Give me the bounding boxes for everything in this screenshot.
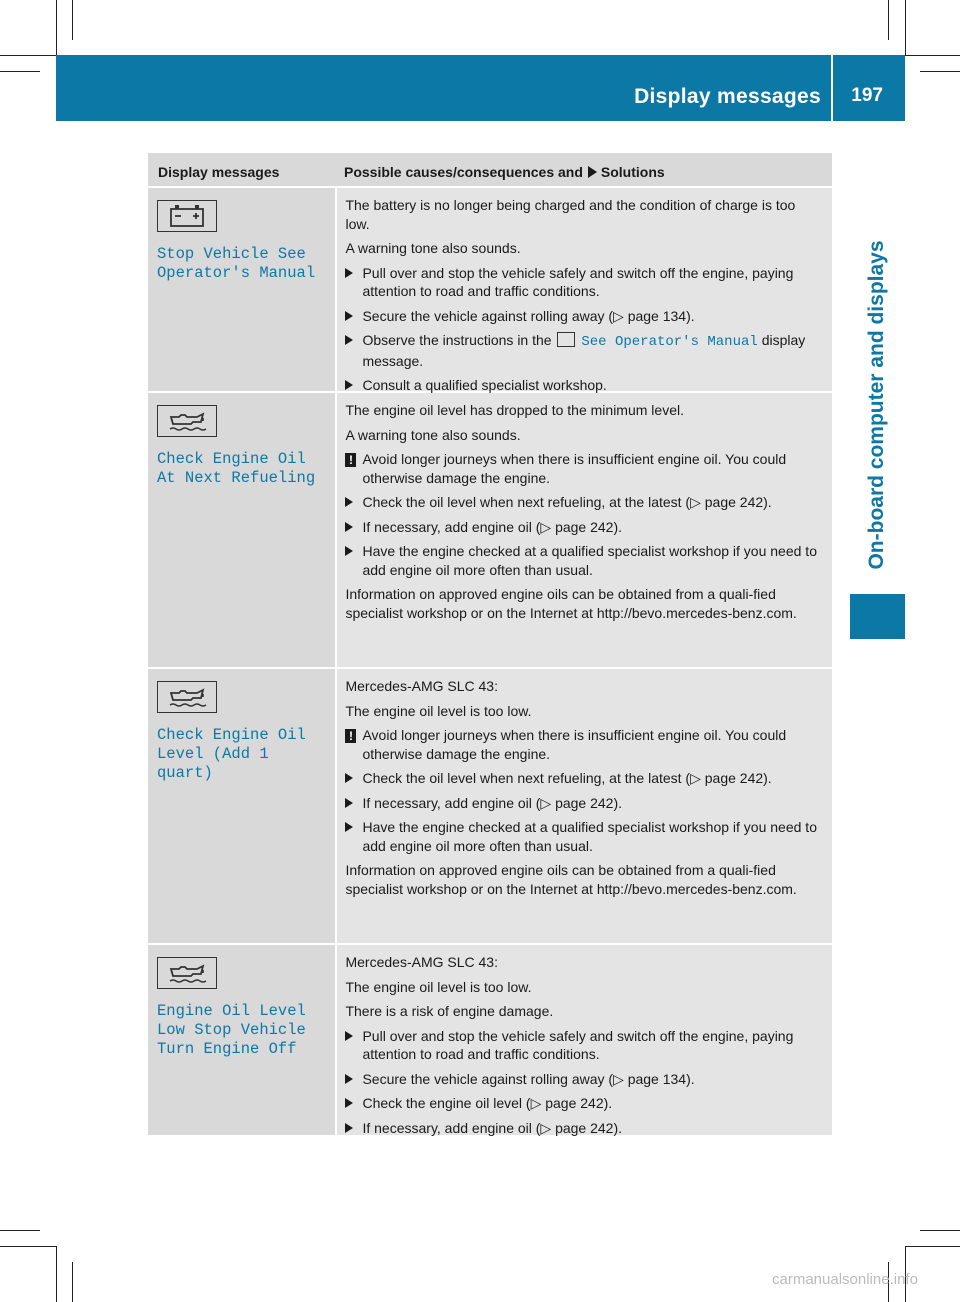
crop-mark bbox=[56, 0, 57, 55]
header-divider bbox=[831, 55, 833, 121]
crop-mark bbox=[72, 0, 73, 40]
solution-step: Pull over and stop the vehicle safely and switch off the engine, paying attention to road and traffic conditions. bbox=[345, 264, 822, 301]
cause-text: The engine oil level has dropped to the minimum level. bbox=[345, 402, 684, 418]
table-row bbox=[148, 667, 832, 943]
col-header-solutions-prefix: Possible causes/consequences and bbox=[344, 164, 583, 180]
arrow-icon bbox=[345, 1031, 353, 1041]
crop-mark bbox=[0, 55, 56, 56]
display-message-text: Check Engine Oil Level (Add 1 quart) bbox=[157, 726, 306, 782]
solution-step: If necessary, add engine oil (▷ page 242). bbox=[345, 518, 822, 537]
solution-step: Check the oil level when next refueling, at the latest (▷ page 242). bbox=[345, 493, 822, 512]
col-header-messages: Display messages bbox=[158, 164, 280, 180]
warning-icon: ! bbox=[345, 729, 356, 743]
col-header-solutions bbox=[336, 153, 832, 186]
crop-mark bbox=[72, 1262, 73, 1302]
solution-step: Secure the vehicle against rolling away (▷ page 134). bbox=[345, 307, 822, 326]
solutions-cell bbox=[337, 188, 832, 391]
display-messages-table bbox=[148, 153, 832, 1135]
arrow-icon bbox=[345, 773, 353, 783]
cause-text: A warning tone also sounds. bbox=[345, 240, 521, 256]
table-row bbox=[148, 186, 832, 391]
display-message-text: Check Engine Oil At Next Refueling bbox=[157, 450, 316, 487]
crop-mark bbox=[920, 1230, 960, 1231]
side-tab-label: On-board computer and displays bbox=[865, 240, 888, 570]
message-cell bbox=[148, 945, 335, 1135]
table-header bbox=[148, 153, 832, 186]
arrow-icon bbox=[345, 1074, 353, 1084]
side-tab-marker bbox=[850, 594, 905, 639]
cause-text: Mercedes-AMG SLC 43: bbox=[345, 678, 498, 694]
solution-step: Check the oil level when next refueling, at the latest (▷ page 242). bbox=[345, 769, 822, 788]
warning-icon: ! bbox=[345, 453, 356, 467]
arrow-icon bbox=[345, 822, 353, 832]
arrow-icon bbox=[345, 497, 353, 507]
crop-mark bbox=[0, 1230, 40, 1231]
crop-mark bbox=[905, 55, 960, 56]
solutions-cell bbox=[337, 945, 832, 1135]
solution-step: Consult a qualified specialist workshop. bbox=[345, 376, 822, 395]
crop-mark bbox=[0, 71, 40, 72]
crop-mark bbox=[905, 1246, 960, 1247]
arrow-icon bbox=[345, 1098, 353, 1108]
solution-step: Have the engine checked at a qualified specialist workshop if you need to add engine oil more often than usual. bbox=[345, 542, 822, 579]
cause-text: The engine oil level is too low. bbox=[345, 702, 532, 719]
watermark: carmanualsonline.info bbox=[772, 1271, 918, 1288]
arrow-icon bbox=[345, 311, 353, 321]
crop-mark bbox=[905, 0, 906, 55]
cause-text: Mercedes-AMG SLC 43: bbox=[345, 954, 498, 970]
solution-step: If necessary, add engine oil (▷ page 242). bbox=[345, 1119, 822, 1138]
solutions-cell bbox=[337, 669, 832, 943]
info-text: Information on approved engine oils can be obtained from a quali-fied specialist workshop or on the Internet at http://bevo.mercedes-benz.com. bbox=[345, 586, 797, 621]
solution-step: Pull over and stop the vehicle safely and switch off the engine, paying attention to road and traffic conditions. bbox=[345, 1027, 822, 1064]
crop-mark bbox=[56, 1246, 57, 1302]
triangle-icon bbox=[588, 166, 597, 178]
crop-mark bbox=[0, 1246, 56, 1247]
message-cell bbox=[148, 669, 335, 943]
arrow-icon bbox=[345, 546, 353, 556]
info-text: Information on approved engine oils can be obtained from a quali-fied specialist workshop or on the Internet at http://bevo.mercedes-benz.com. bbox=[345, 862, 797, 897]
section-title: Display messages bbox=[634, 85, 821, 108]
arrow-icon bbox=[345, 380, 353, 390]
solution-step: Check the engine oil level (▷ page 242). bbox=[345, 1094, 822, 1113]
solution-step: Observe the instructions in the See Operator's Manual display message. bbox=[345, 331, 822, 370]
cause-text: The battery is no longer being charged and the condition of charge is too low. bbox=[345, 197, 796, 232]
message-cell bbox=[148, 393, 335, 667]
message-cell bbox=[148, 188, 335, 391]
display-message-text: Stop Vehicle See Operator's Manual bbox=[157, 245, 316, 282]
message-reference: See Operator's Manual bbox=[581, 334, 758, 350]
table-row bbox=[148, 391, 832, 667]
oil-can-icon bbox=[157, 681, 217, 713]
page-header bbox=[56, 55, 905, 121]
col-header-solutions-suffix: Solutions bbox=[600, 164, 665, 180]
table-row bbox=[148, 943, 832, 1135]
warning-note: ! Avoid longer journeys when there is insufficient engine oil. You could otherwise damage the engine. bbox=[345, 726, 822, 763]
solution-step: Secure the vehicle against rolling away (▷ page 134). bbox=[345, 1070, 822, 1089]
page-number: 197 bbox=[851, 85, 883, 106]
crop-mark bbox=[888, 0, 889, 40]
cause-text: There is a risk of engine damage. bbox=[345, 1003, 554, 1019]
battery-icon bbox=[557, 332, 575, 347]
arrow-icon bbox=[345, 335, 353, 345]
oil-can-icon bbox=[157, 957, 217, 989]
solutions-cell bbox=[337, 393, 832, 667]
arrow-icon bbox=[345, 268, 353, 278]
cause-text: The engine oil level is too low. bbox=[345, 978, 532, 995]
oil-can-icon bbox=[157, 405, 217, 437]
warning-note: ! Avoid longer journeys when there is insufficient engine oil. You could otherwise damage the engine. bbox=[345, 450, 822, 487]
arrow-icon bbox=[345, 522, 353, 532]
crop-mark bbox=[920, 71, 960, 72]
cause-text: A warning tone also sounds. bbox=[345, 426, 521, 443]
battery-icon bbox=[157, 200, 217, 232]
arrow-icon bbox=[345, 1123, 353, 1133]
arrow-icon bbox=[345, 798, 353, 808]
solution-step: If necessary, add engine oil (▷ page 242). bbox=[345, 794, 822, 813]
display-message-text: Engine Oil Level Low Stop Vehicle Turn Engine Off bbox=[157, 1002, 306, 1058]
solution-step: Have the engine checked at a qualified specialist workshop if you need to add engine oil more often than usual. bbox=[345, 818, 822, 855]
